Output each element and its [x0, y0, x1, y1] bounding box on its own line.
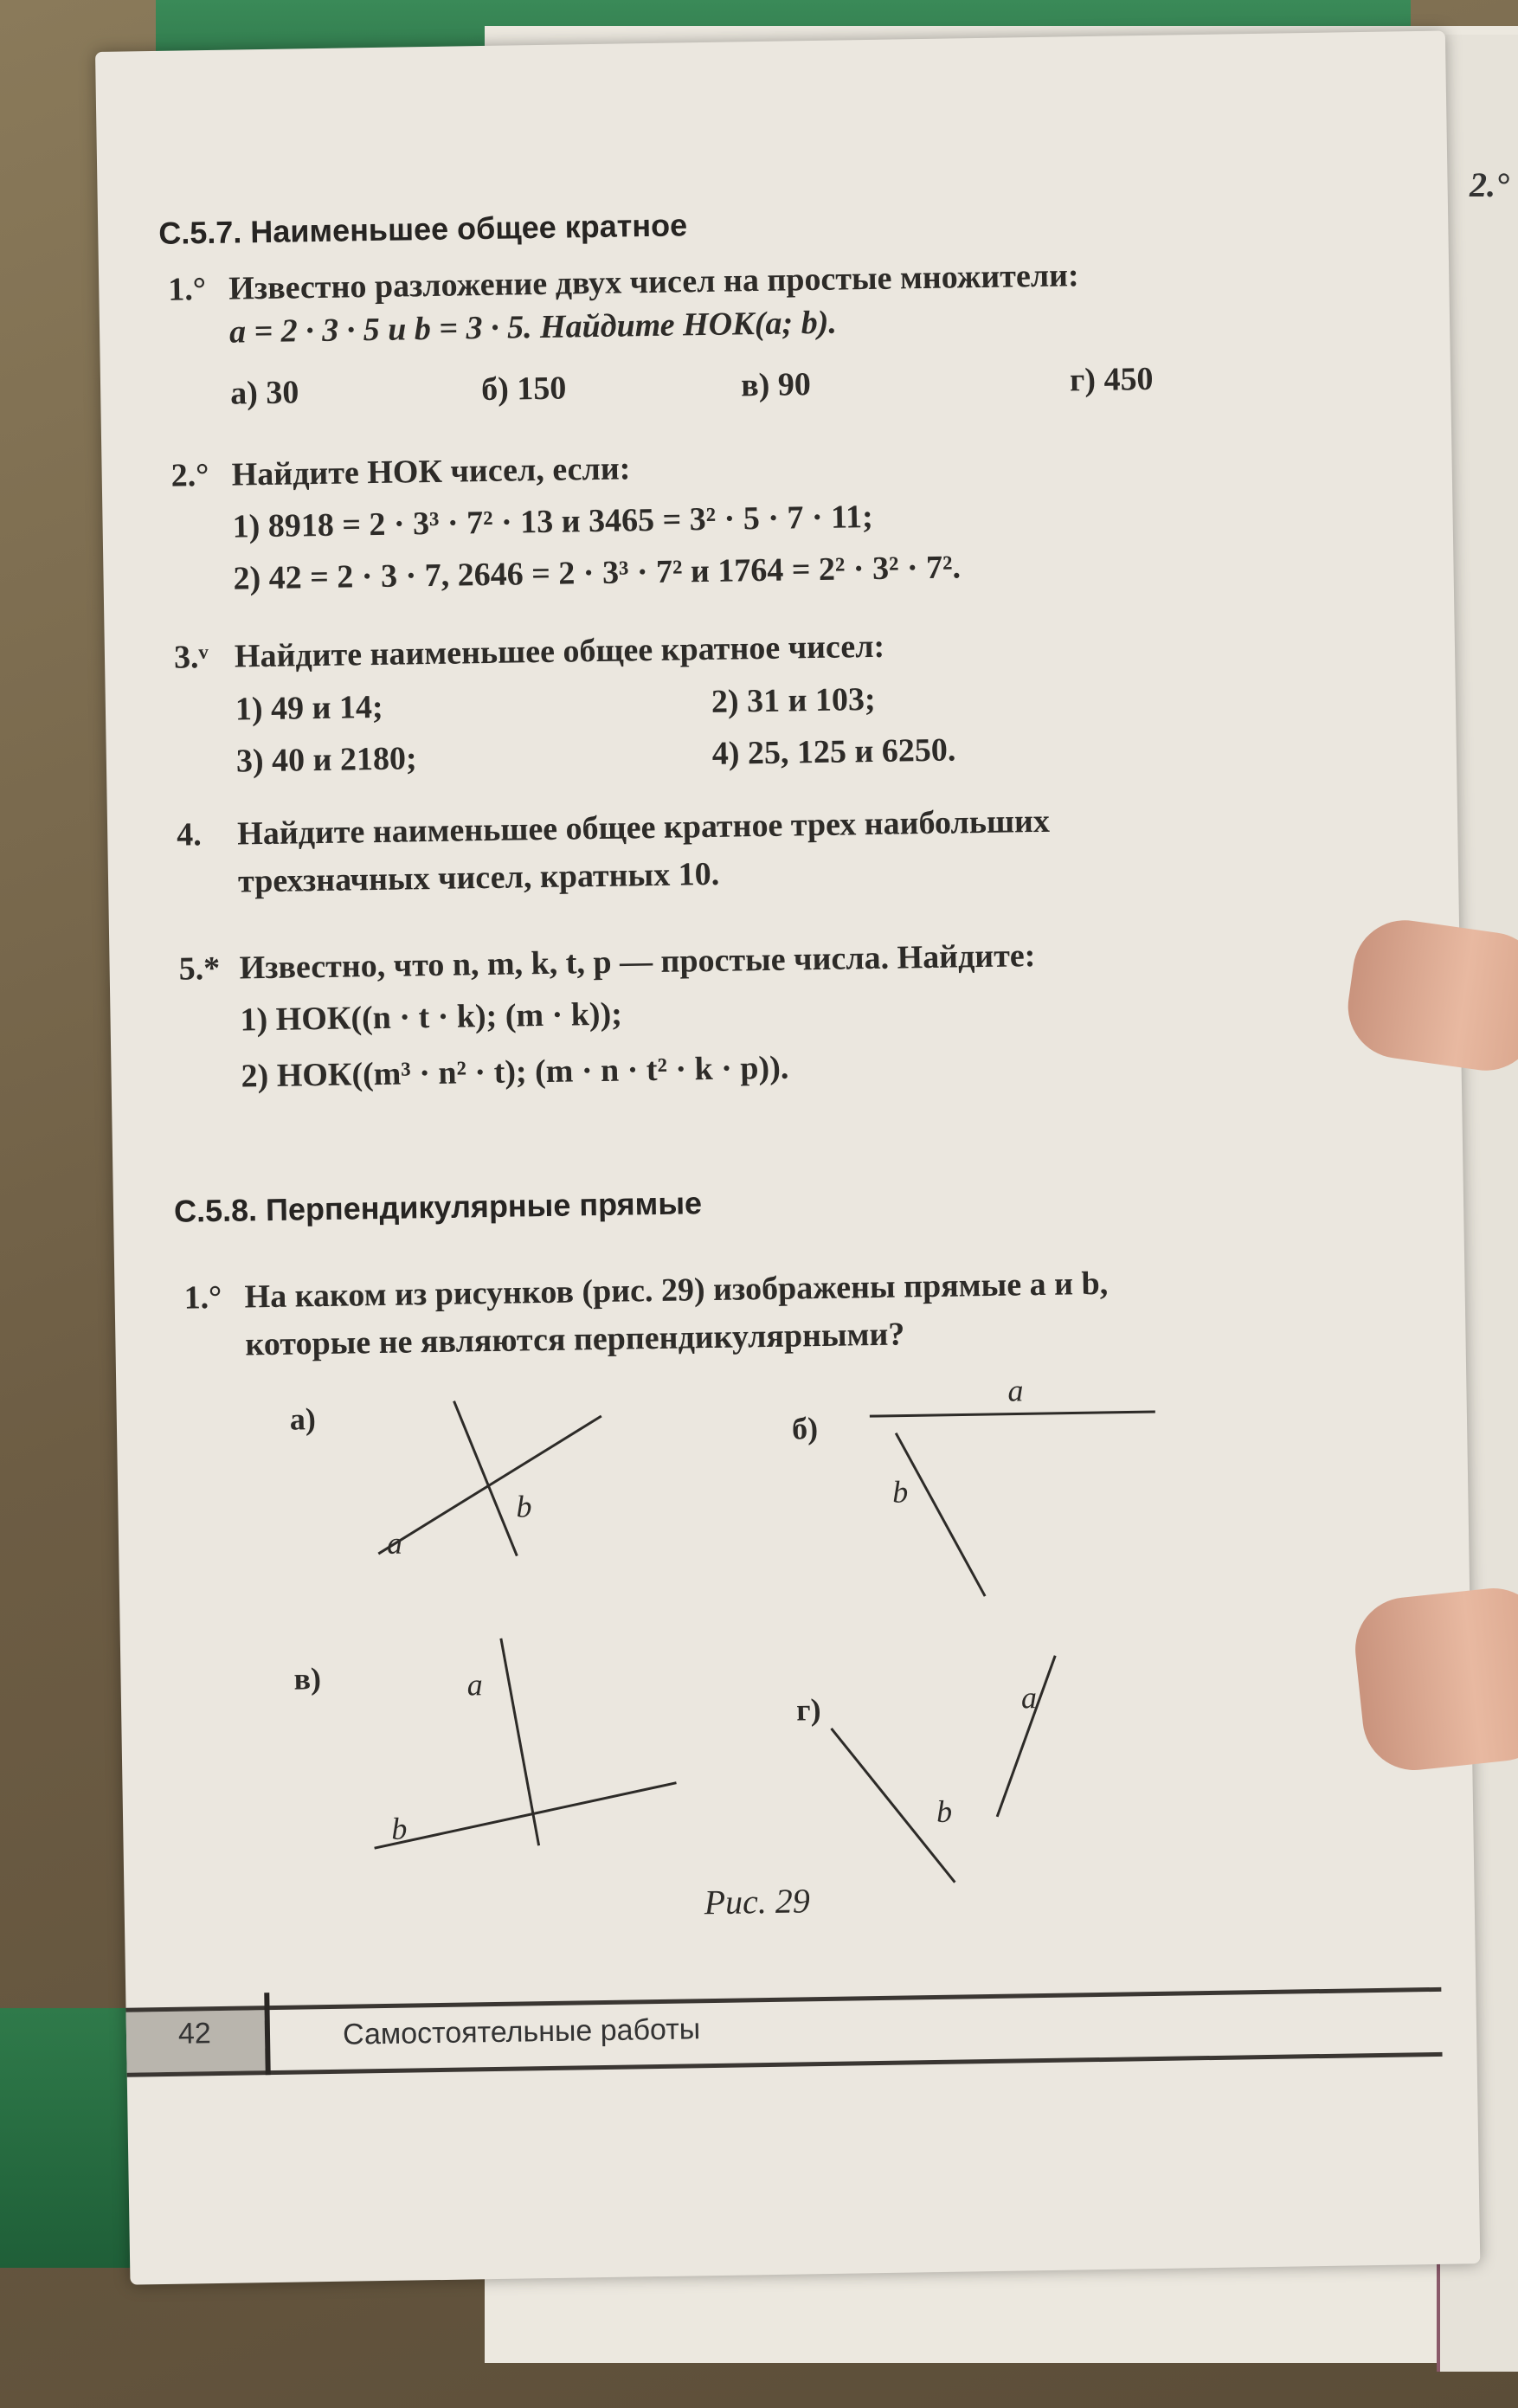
fig-g-label-a: a	[1020, 1680, 1038, 1716]
section-title-5-8: С.5.8. Перпендикулярные прямые	[173, 1185, 703, 1229]
task-text: На каком из рисунков (рис. 29) изображены прямые a и b,	[244, 1265, 1109, 1316]
task-number: 1.°	[167, 271, 207, 308]
fig-b-label-a: a	[1007, 1373, 1024, 1408]
fig-b-line-a	[870, 1412, 1155, 1416]
fig-g-label-b: b	[936, 1793, 953, 1829]
fig-v-label-a: a	[466, 1667, 483, 1703]
footer-title: Самостоятельные работы	[342, 2012, 701, 2051]
fig-label-g: г)	[795, 1692, 821, 1728]
task-text: Найдите наименьшее общее кратное трех наибольших	[236, 802, 1051, 853]
fig-a-line-b	[454, 1400, 518, 1557]
fig-label-a: а)	[289, 1401, 317, 1437]
option-3: 3) 40 и 2180;	[235, 740, 417, 780]
fig-a-line-a	[376, 1416, 603, 1554]
right-page-number: 2.°	[1470, 165, 1509, 204]
finger-lower	[1350, 1583, 1518, 1775]
option-4: 4) 25, 125 и 6250.	[711, 731, 956, 772]
task-number: 3.ᵛ	[173, 639, 209, 676]
task-3	[174, 620, 1412, 677]
task-2	[170, 438, 1409, 495]
fig-v-line-a	[501, 1638, 539, 1846]
task-number: 1.°	[183, 1278, 222, 1317]
option-1: 1) 49 и 14;	[235, 688, 383, 728]
task-5-line-1: 1) НОК((n · t · k); (m · k));	[240, 995, 623, 1039]
task-text: Найдите наименьшее общее кратное чисел:	[234, 628, 885, 675]
task-text: Известно разложение двух чисел на простые множители:	[228, 257, 1079, 307]
fig-label-v: в)	[293, 1661, 322, 1697]
task-text: Известно, что n, m, k, t, p — простые числа. Найдите:	[239, 937, 1036, 987]
section-title-5-7: С.5.7. Наименьшее общее кратное	[158, 207, 688, 251]
task-5	[178, 931, 1417, 988]
task-1-formula: a = 2 · 3 · 5 и b = 3 · 5. Найдите НОК(a; b).	[228, 304, 838, 351]
fig-g-line-b	[832, 1727, 955, 1884]
fig-v-line-b	[374, 1783, 678, 1848]
fig-a-label-a: a	[386, 1525, 403, 1561]
task-text: Найдите НОК чисел, если:	[231, 450, 631, 493]
task-number: 5.*	[178, 950, 221, 988]
task-5-8-1	[183, 1260, 1422, 1317]
textbook-page	[95, 30, 1480, 2284]
figure-caption: Рис. 29	[704, 1881, 811, 1922]
fig-b-line-b	[896, 1432, 985, 1598]
page-number: 42	[177, 2017, 212, 2051]
task-5-8-1-line-2: которые не являются перпендикулярными?	[245, 1316, 905, 1363]
fig-label-b: б)	[791, 1411, 819, 1446]
option-b: б) 150	[480, 370, 567, 409]
task-5-line-2: 2) НОК((m³ · n² · t); (m · n · t² · k · p)).	[241, 1049, 789, 1095]
fig-g-line-a	[994, 1656, 1058, 1817]
footer-bar	[125, 1987, 1442, 2077]
fig-v-label-b: b	[390, 1811, 408, 1846]
task-2-line-2: 2) 42 = 2 · 3 · 7, 2646 = 2 · 3³ · 7² и 1764 = 2² · 3² · 7².	[233, 549, 962, 597]
option-a: а) 30	[229, 374, 299, 412]
task-2-line-1: 1) 8918 = 2 · 3³ · 7² · 13 и 3465 = 3² · 5 · 7 · 11;	[232, 498, 874, 545]
fig-a-label-b: b	[516, 1489, 532, 1524]
option-g: г) 450	[1069, 360, 1154, 399]
task-4	[177, 797, 1415, 854]
task-number: 4.	[176, 816, 203, 853]
option-v: в) 90	[740, 366, 812, 404]
task-number: 2.°	[170, 456, 209, 494]
fig-b-label-b: b	[891, 1474, 909, 1510]
task-4-line-2: трехзначных чисел, кратных 10.	[237, 855, 720, 900]
option-2: 2) 31 и 103;	[711, 680, 876, 720]
